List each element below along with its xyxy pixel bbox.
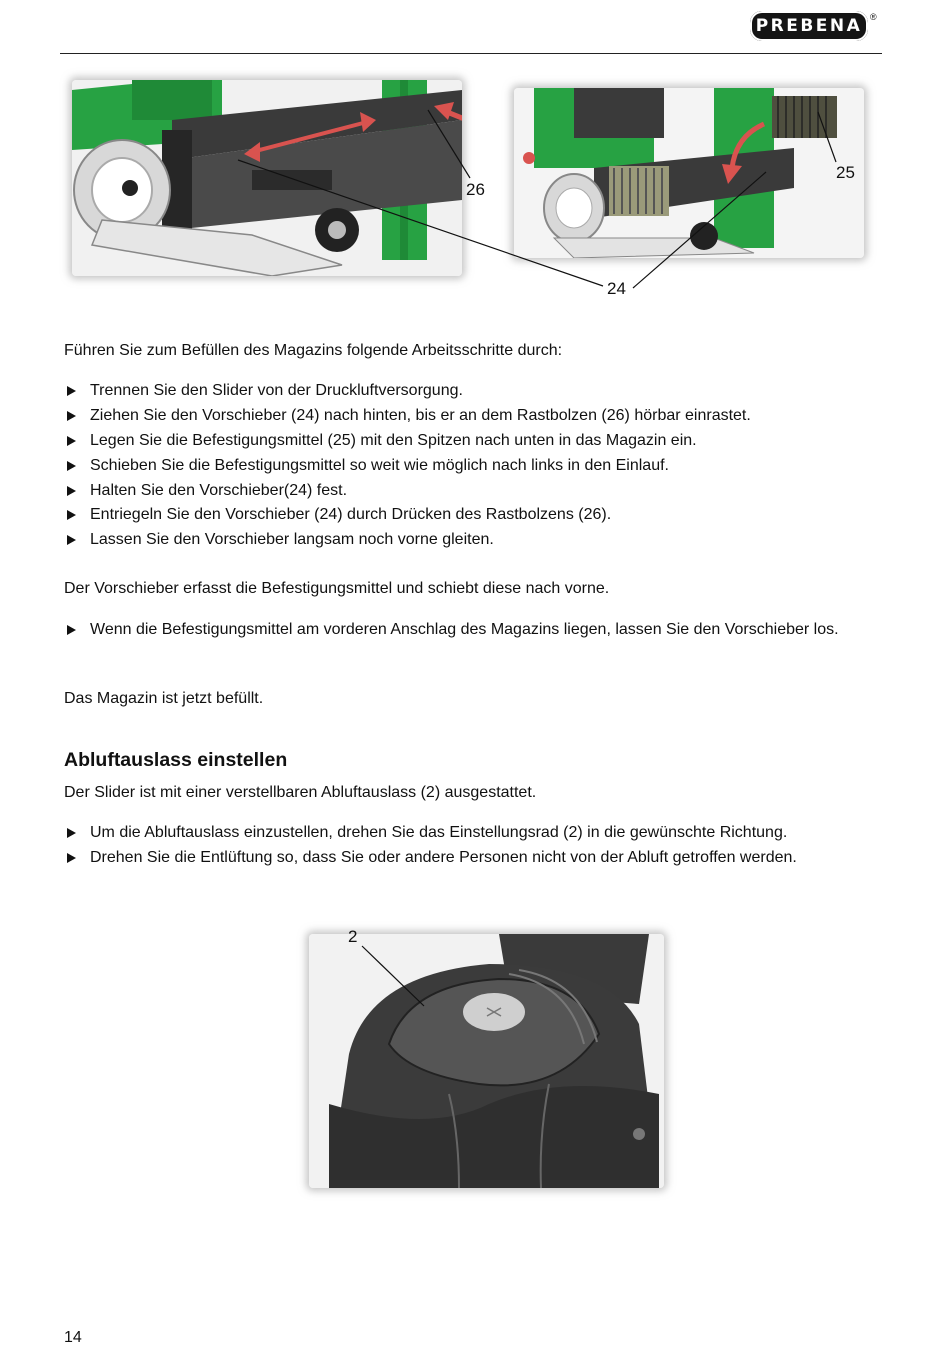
step-item: Wenn die Befestigungsmittel am vorderen Anschlag des Magazins liegen, lassen Sie den Vorschieber los.: [64, 620, 874, 640]
callout-2: 2: [348, 927, 358, 946]
callout-26: 26: [466, 180, 485, 199]
step-item: Halten Sie den Vorschieber(24) fest.: [64, 481, 884, 501]
step-item: Lassen Sie den Vorschieber langsam noch vorne gleiten.: [64, 530, 884, 550]
page-number: 14: [64, 1329, 82, 1346]
step-item: Entriegeln Sie den Vorschieber (24) durch Drücken des Rastbolzens (26).: [64, 505, 884, 525]
step-item: Drehen Sie die Entlüftung so, dass Sie oder andere Personen nicht von der Abluft getroffen werden.: [64, 848, 904, 868]
callout-25: 25: [836, 163, 855, 182]
bullet-triangle-icon: [67, 386, 76, 396]
callout-2-leader-line: [300, 930, 440, 1020]
done-text: Das Magazin ist jetzt befüllt.: [64, 690, 264, 707]
step-item: Schieben Sie die Befestigungsmittel so weit wie möglich nach links in den Einlauf.: [64, 456, 884, 476]
step-item: Ziehen Sie den Vorschieber (24) nach hinten, bis er an dem Rastbolzen (26) hörbar einrastet.: [64, 406, 884, 426]
result-text: Der Vorschieber erfasst die Befestigungsmittel und schiebt diese nach vorne.: [64, 580, 610, 597]
bullet-triangle-icon: [67, 461, 76, 471]
step-item: Um die Abluftauslass einzustellen, drehen Sie das Einstellungsrad (2) in die gewünschte Richtung.: [64, 823, 904, 843]
bullet-triangle-icon: [67, 853, 76, 863]
bullet-triangle-icon: [67, 411, 76, 421]
bullet-triangle-icon: [67, 486, 76, 496]
callout-leader-lines: [0, 0, 950, 320]
registered-mark: ®: [870, 12, 877, 22]
section-steps-list: [64, 823, 904, 873]
bullet-triangle-icon: [67, 625, 76, 635]
bullet-triangle-icon: [67, 828, 76, 838]
bullet-triangle-icon: [67, 510, 76, 520]
steps-list: [64, 381, 884, 555]
step-item: Trennen Sie den Slider von der Druckluftversorgung.: [64, 381, 884, 401]
brand-logo-text: PREBENA: [755, 16, 863, 36]
callout-24: 24: [607, 279, 626, 298]
bullet-triangle-icon: [67, 436, 76, 446]
section-heading: Abluftauslass einstellen: [64, 749, 288, 771]
section-intro: Der Slider ist mit einer verstellbaren Abluftauslass (2) ausgestattet.: [64, 784, 537, 801]
bullet-triangle-icon: [67, 535, 76, 545]
release-step-list: [64, 620, 874, 645]
intro-text: Führen Sie zum Befüllen des Magazins folgende Arbeitsschritte durch:: [64, 342, 563, 359]
step-item: Legen Sie die Befestigungsmittel (25) mit den Spitzen nach unten in das Magazin ein.: [64, 431, 884, 451]
